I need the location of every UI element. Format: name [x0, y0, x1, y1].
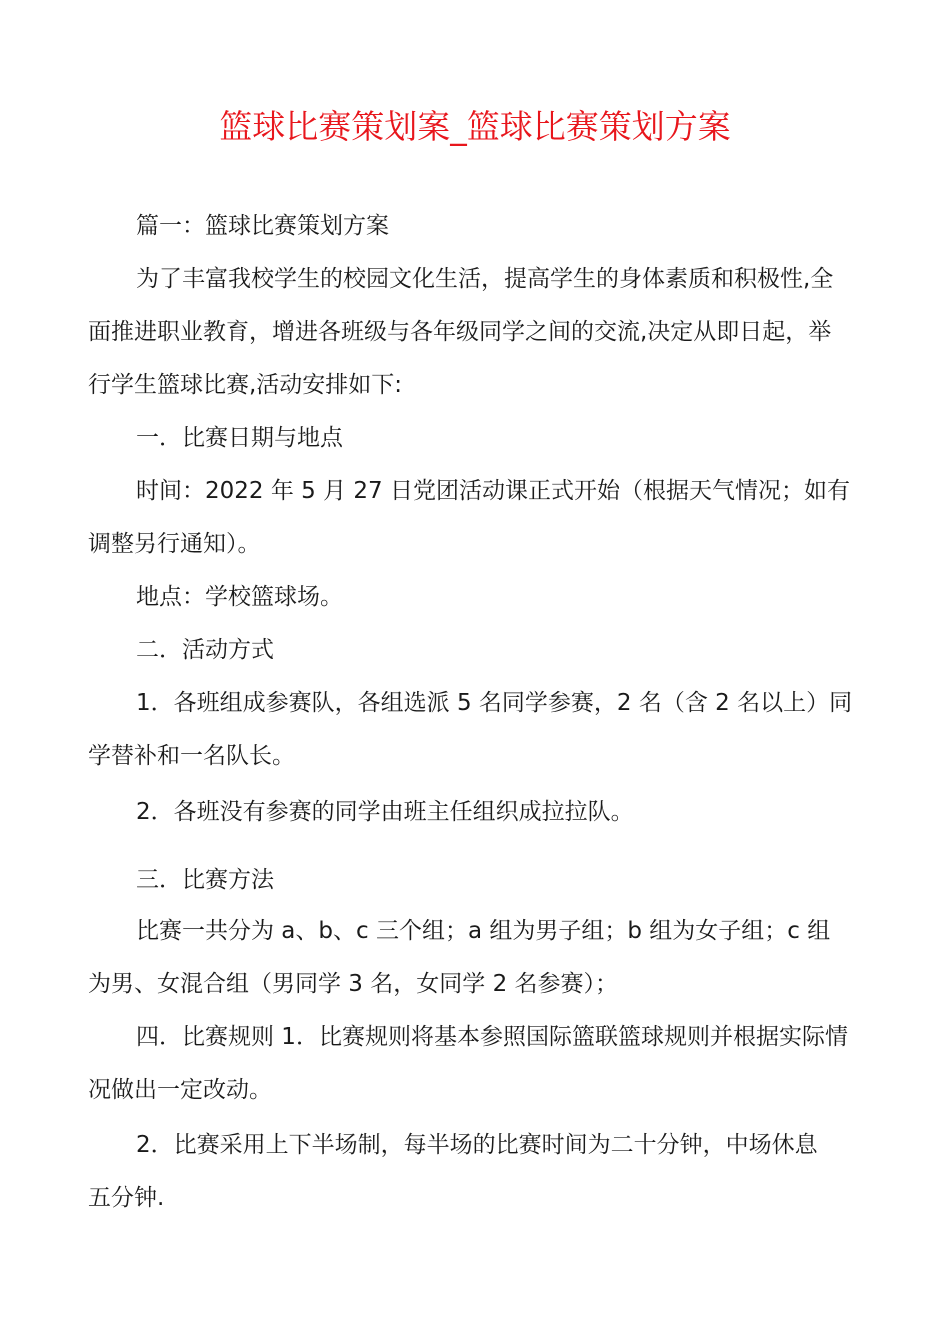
- paragraph-line: 学替补和一名队长。: [88, 743, 295, 769]
- paragraph-line: 为男、女混合组（男同学 3 名，女同学 2 名参赛）；: [88, 971, 619, 997]
- paragraph-line: 比赛一共分为 a、b、c 三个组；a 组为男子组；b 组为女子组；c 组: [136, 918, 831, 944]
- paragraph-line: 面推进职业教育，增进各班级与各年级同学之间的交流,决定从即日起，举: [88, 319, 832, 345]
- paragraph-line: 2．各班没有参赛的同学由班主任组织成拉拉队。: [136, 799, 634, 825]
- paragraph-line: 1．各班组成参赛队，各组选派 5 名同学参赛，2 名（含 2 名以上）同: [136, 690, 853, 716]
- paragraph-line: 2．比赛采用上下半场制，每半场的比赛时间为二十分钟，中场休息: [136, 1132, 818, 1158]
- document-title: 篮球比赛策划案_篮球比赛策划方案: [219, 107, 731, 146]
- paragraph-line: 地点：学校篮球场。: [136, 584, 343, 610]
- section-heading-activity-method: 二．活动方式: [136, 637, 274, 663]
- section-heading-date-location: 一．比赛日期与地点: [136, 425, 343, 451]
- paragraph-line: 四．比赛规则 1．比赛规则将基本参照国际篮联篮球规则并根据实际情: [136, 1024, 848, 1050]
- paragraph-line: 行学生篮球比赛,活动安排如下:: [88, 372, 403, 398]
- paragraph-line: 调整另行通知）。: [88, 531, 261, 557]
- section-heading-competition-method: 三．比赛方法: [136, 867, 274, 893]
- paragraph-line: 时间：2022 年 5 月 27 日党团活动课正式开始（根据天气情况；如有: [136, 478, 850, 504]
- paragraph-line: 为了丰富我校学生的校园文化生活，提高学生的身体素质和积极性,全: [136, 266, 834, 292]
- paragraph-line: 况做出一定改动。: [88, 1077, 272, 1103]
- paragraph-line: 五分钟.: [88, 1185, 165, 1211]
- section-heading-article-one: 篇一：篮球比赛策划方案: [136, 213, 389, 239]
